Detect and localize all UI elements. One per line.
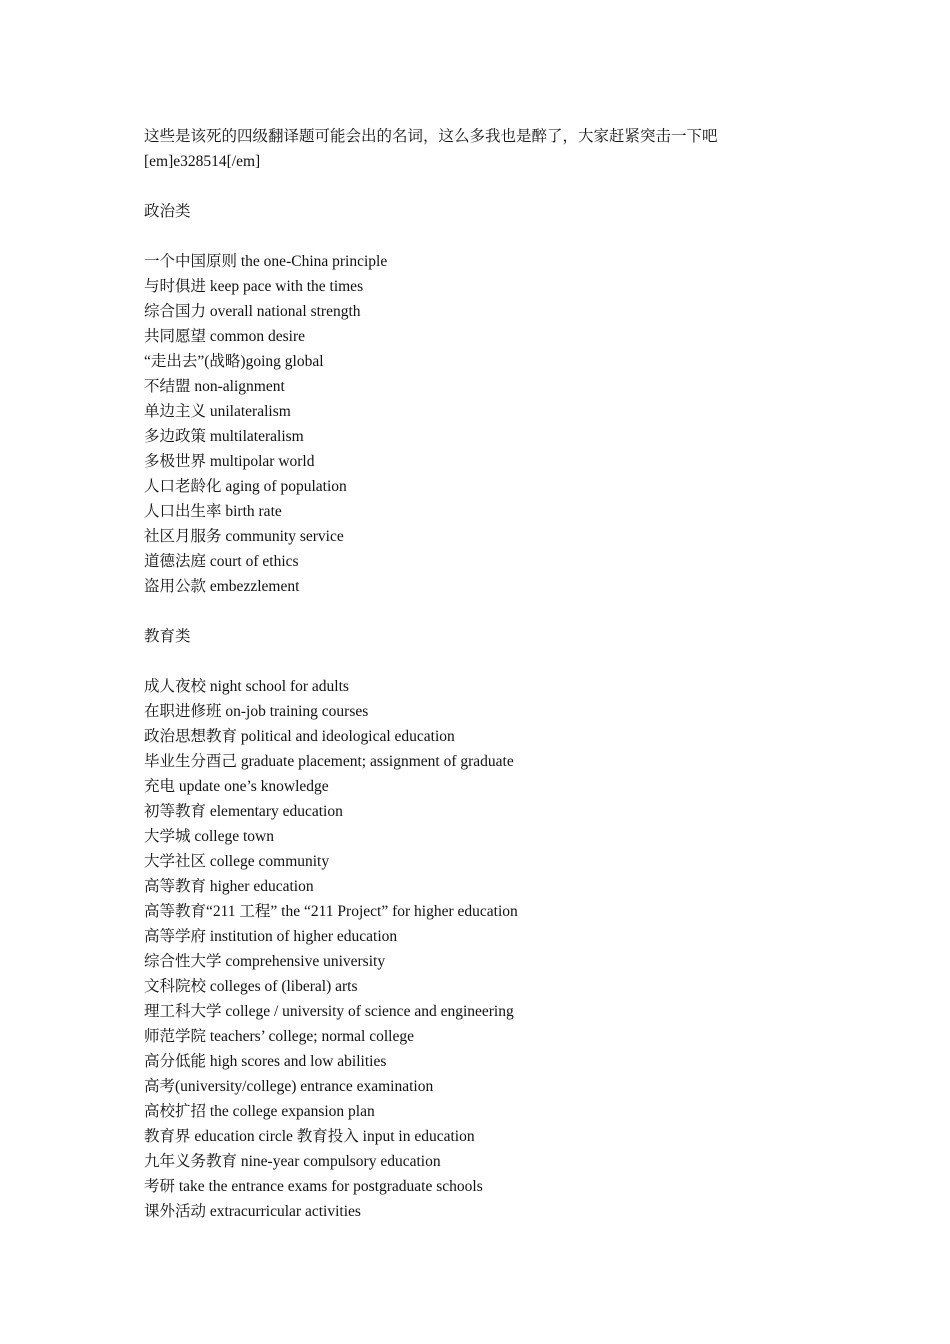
intro-line-1: 这些是该死的四级翻译题可能会出的名词，这么多我也是醉了，大家赶紧突击一下吧	[144, 128, 718, 145]
term-item: 道德法庭 court of ethics	[144, 553, 299, 570]
term-item: 一个中国原则 the one-China principle	[144, 253, 388, 270]
term-list	[144, 249, 814, 599]
sections-container	[144, 199, 814, 1224]
document-body	[144, 124, 814, 1224]
term-item: 综合国力 overall national strength	[144, 303, 361, 320]
term-item: 高校扩招 the college expansion plan	[144, 1103, 375, 1120]
term-item: 盗用公款 embezzlement	[144, 578, 300, 595]
term-item: 理工科大学 college / university of science and engineering	[144, 1003, 514, 1020]
section	[144, 199, 814, 599]
section-title: 政治类	[144, 203, 191, 220]
term-item: 充电 update one’s knowledge	[144, 778, 329, 795]
intro-line-2: [em]e328514[/em]	[144, 153, 261, 170]
term-item: 人口出生率 birth rate	[144, 503, 282, 520]
term-item: 教育界 education circle 教育投入 input in education	[144, 1128, 475, 1145]
term-item: 不结盟 non-alignment	[144, 378, 285, 395]
term-item: 九年义务教育 nine-year compulsory education	[144, 1153, 441, 1170]
term-item: 共同愿望 common desire	[144, 328, 306, 345]
term-item: 单边主义 unilateralism	[144, 403, 291, 420]
section	[144, 624, 814, 1224]
term-item: 多极世界 multipolar world	[144, 453, 315, 470]
term-item: 初等教育 elementary education	[144, 803, 343, 820]
term-item: 社区月服务 community service	[144, 528, 344, 545]
term-item: 政治思想教育 political and ideological education	[144, 728, 455, 745]
term-item: 高考(university/college) entrance examination	[144, 1078, 434, 1095]
intro-paragraph	[144, 124, 814, 174]
term-item: 高等教育 higher education	[144, 878, 314, 895]
term-item: 毕业生分酉己 graduate placement; assignment of graduate	[144, 753, 514, 770]
term-item: 在职进修班 on-job training courses	[144, 703, 369, 720]
term-item: 与时俱进 keep pace with the times	[144, 278, 364, 295]
section-title: 教育类	[144, 628, 191, 645]
term-item: 大学城 college town	[144, 828, 275, 845]
term-item: 师范学院 teachers’ college; normal college	[144, 1028, 414, 1045]
term-item: 大学社区 college community	[144, 853, 330, 870]
term-item: 考研 take the entrance exams for postgraduate schools	[144, 1178, 483, 1195]
term-item: 综合性大学 comprehensive university	[144, 953, 386, 970]
term-item: 高等教育“211 工程” the “211 Project” for higher education	[144, 903, 518, 920]
term-item: 人口老龄化 aging of population	[144, 478, 347, 495]
term-item: 文科院校 colleges of (liberal) arts	[144, 978, 358, 995]
term-list	[144, 674, 814, 1224]
term-item: 高分低能 high scores and low abilities	[144, 1053, 387, 1070]
term-item: 成人夜校 night school for adults	[144, 678, 349, 695]
term-item: 多边政策 multilateralism	[144, 428, 304, 445]
term-item: “走出去”(战略)going global	[144, 353, 324, 370]
term-item: 课外活动 extracurricular activities	[144, 1203, 361, 1220]
term-item: 高等学府 institution of higher education	[144, 928, 398, 945]
